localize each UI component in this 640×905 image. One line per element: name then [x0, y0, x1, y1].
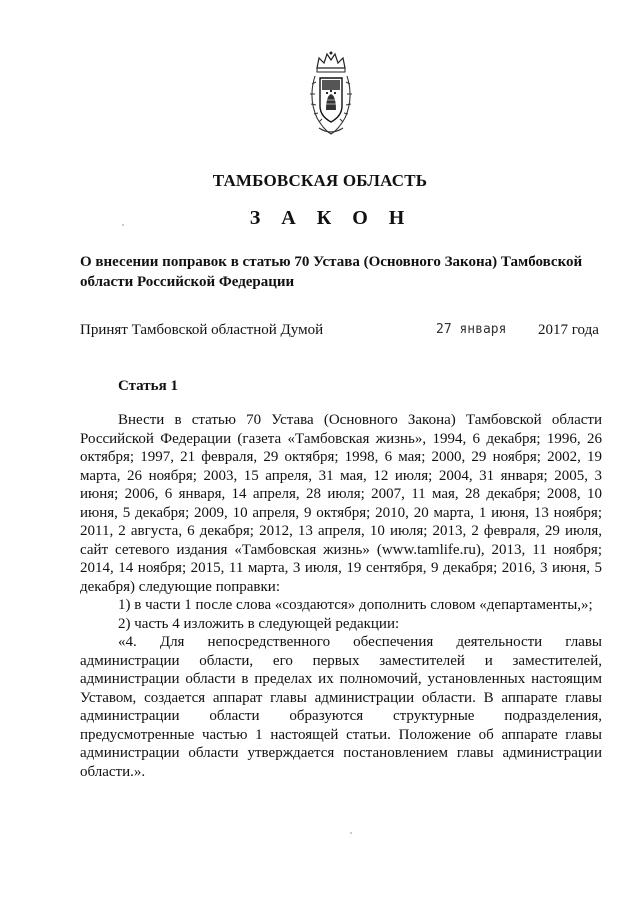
adopted-by: Принят Тамбовской областной Думой [80, 322, 324, 338]
adoption-line [80, 322, 602, 342]
paragraph: 1) в части 1 после слова «создаются» дополнить словом «департаменты,»; [118, 597, 593, 613]
scan-speck [122, 224, 124, 226]
paragraph: 2) часть 4 изложить в следующей редакции: [118, 615, 400, 632]
scan-speck [350, 832, 352, 834]
article-body [80, 411, 602, 781]
document-type: З А К О Н [249, 207, 413, 229]
adoption-date: 27 января [436, 322, 507, 337]
coat-of-arms-icon [307, 50, 355, 138]
adoption-year: 2017 года [538, 322, 599, 338]
paragraph: Внести в статью 70 Устава (Основного Закона) Тамбовской области Российской Федерации (газета «Тамбовская жизнь», 1994, 6 декабря; 1996, 26 октября; 1997, 21 февраля, 29 октября; 1998, 6 мая; 2000, 29 ноября; 2002, 19 марта, 26 ноября; 2003, 15 апреля, 31 мая, 12 июля; 2004, 31 января; 2005, 3 июня; 2006, 6 января, 14 апреля, 28 июля; 2007, 11 мая, 28 декабря; 2008, 10 июня, 5 декабря; 2009, 10 апреля, 9 октября; 2010, 20 марта, 1 июня, 13 ноября; 2011, 2 августа, 6 декабря; 2012, 13 апреля, 10 июля; 2013, 2 февраля, 29 июля, сайт сетевого издания «Тамбовская жизнь» (www.tamlife.ru), 2013, 11 ноября; 2014, 14 ноября; 2015, 11 марта, 3 июля, 19 сентября, 9 декабря; 2016, 3 июня, 5 декабря) следующие поправки: [80, 412, 602, 595]
region-name: ТАМБОВСКАЯ ОБЛАСТЬ [212, 171, 428, 190]
paragraph: «4. Для непосредственного обеспечения деятельности главы администрации области, его первых заместителей и заместителей, администрации области в пределах их полномочий, установленных настоящим Уставом, создается аппарат главы администрации области. В аппарате главы администрации области образуются структурные подразделения, предусмотренные частью 1 настоящей статьи. Положение об аппарате главы администрации области утверждается постановлением главы администрации области.». [80, 634, 602, 780]
article-title: Статья 1 [118, 378, 178, 394]
law-subject: О внесении поправок в статью 70 Устава (Основного Закона) Тамбовской области Российской Федерации [80, 254, 583, 290]
